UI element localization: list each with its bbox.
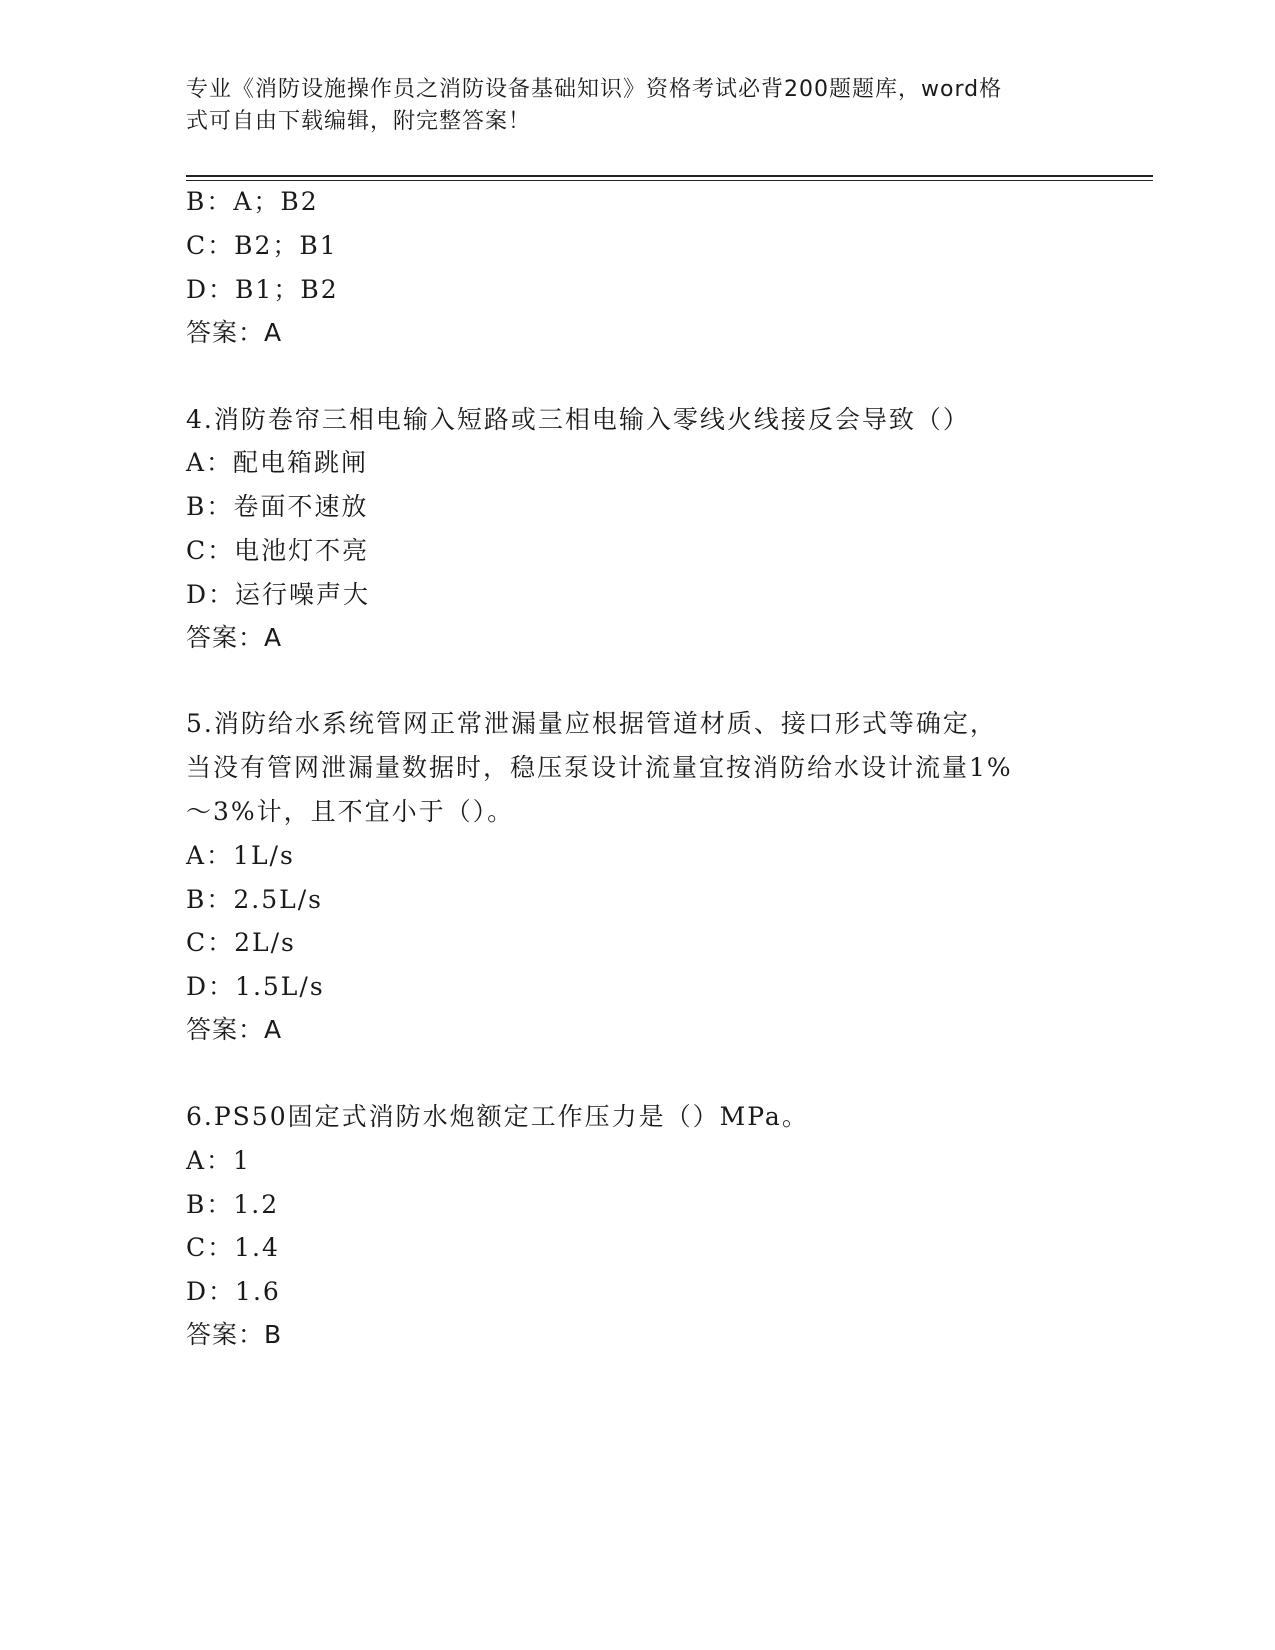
q6-stem: 6.PS50固定式消防水炮额定工作压力是（）MPa。 [186,1102,809,1131]
q4-stem: 4.消防卷帘三相电输入短路或三相电输入零线火线接反会导致（） [186,405,970,434]
q4-option-c: C：电池灯不亮 [186,536,370,565]
q6-option-a: A：1 [186,1146,251,1175]
q5-stem-line-2: 当没有管网泄漏量数据时，稳压泵设计流量宜按消防给水设计流量1% [186,753,1013,782]
q6-option-b: B：1.2 [186,1190,280,1219]
q6-option-d: D：1.6 [186,1277,281,1306]
q3-option-c: C：B2；B1 [186,231,338,260]
header-line-2: 式可自由下载编辑，附完整答案！ [186,109,532,134]
q3-answer: 答案：A [186,318,283,347]
q5-answer: 答案：A [186,1015,283,1044]
q3-option-b: B：A；B2 [186,187,319,216]
q6-option-c: C：1.4 [186,1233,280,1262]
q5-option-c: C：2L/s [186,928,296,957]
q4-option-d: D：运行噪声大 [186,580,371,609]
q5-option-a: A：1L/s [186,841,295,870]
document-header [186,74,1066,138]
q5-stem-line-3: ～3%计，且不宜小于（）。 [186,797,515,826]
q6-answer: 答案：B [186,1320,283,1349]
header-divider-thin [186,180,1153,181]
q4-option-a: A：配电箱跳闸 [186,448,369,477]
q3-option-d: D：B1；B2 [186,275,339,304]
q5-option-b: B：2.5L/s [186,885,323,914]
header-divider-thick [186,175,1153,177]
q5-option-d: D：1.5L/s [186,972,325,1001]
q5-stem-line-1: 5.消防给水系统管网正常泄漏量应根据管道材质、接口形式等确定， [186,709,997,738]
q4-option-b: B：卷面不速放 [186,492,369,521]
q4-answer: 答案：A [186,623,283,652]
header-line-1: 专业《消防设施操作员之消防设备基础知识》资格考试必背200题题库，word格 [186,77,1003,102]
